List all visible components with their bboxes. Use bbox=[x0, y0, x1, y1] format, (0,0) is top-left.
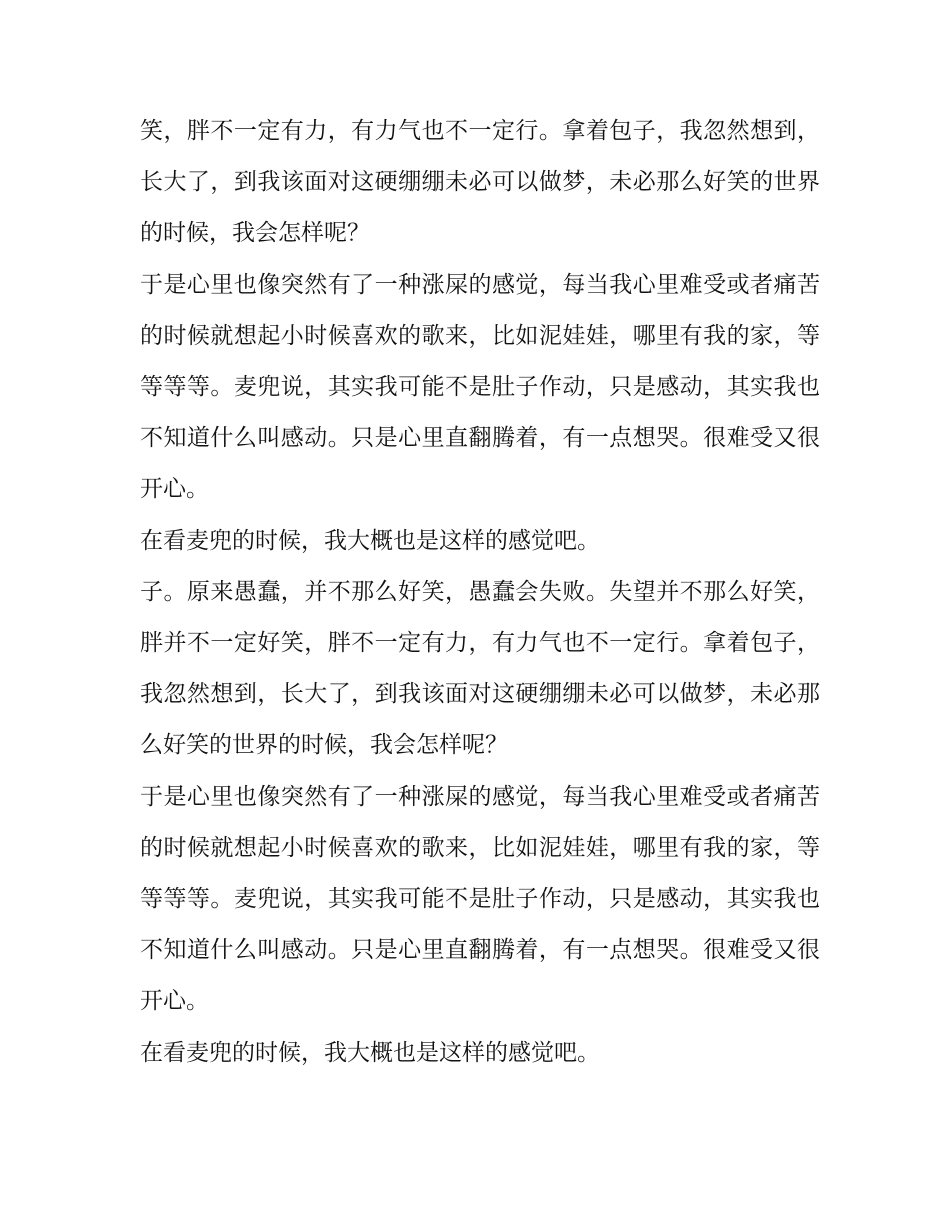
paragraph-1: 笑，胖不一定有力，有力气也不一定行。拿着包子，我忽然想到，长大了，到我该面对这硬绷绷未必可以做梦，未必那么好笑的世界的时候，我会怎样呢？ bbox=[140, 118, 820, 247]
document-body bbox=[140, 106, 820, 1079]
paragraph-5: 于是心里也像突然有了一种涨屎的感觉，每当我心里难受或者痛苦的时候就想起小时候喜欢的歌来，比如泥娃娃，哪里有我的家，等等等等。麦兜说，其实我可能不是肚子作动，只是感动，其实我也不知道什么叫感动。只是心里直翻腾着，有一点想哭。很难受又很开心。 bbox=[140, 783, 820, 1015]
paragraph-2: 于是心里也像突然有了一种涨屎的感觉，每当我心里难受或者痛苦的时候就想起小时候喜欢的歌来，比如泥娃娃，哪里有我的家，等等等等。麦兜说，其实我可能不是肚子作动，只是感动，其实我也不知道什么叫感动。只是心里直翻腾着，有一点想哭。很难受又很开心。 bbox=[140, 271, 820, 503]
paragraph-6: 在看麦兜的时候，我大概也是这样的感觉吧。 bbox=[140, 1039, 600, 1066]
paragraph-4: 子。原来愚蠢，并不那么好笑，愚蠢会失败。失望并不那么好笑，胖并不一定好笑，胖不一定有力，有力气也不一定行。拿着包子，我忽然想到，长大了，到我该面对这硬绷绷未必可以做梦，未必那么好笑的世界的时候，我会怎样呢？ bbox=[140, 578, 820, 759]
paragraph-3: 在看麦兜的时候，我大概也是这样的感觉吧。 bbox=[140, 527, 600, 554]
